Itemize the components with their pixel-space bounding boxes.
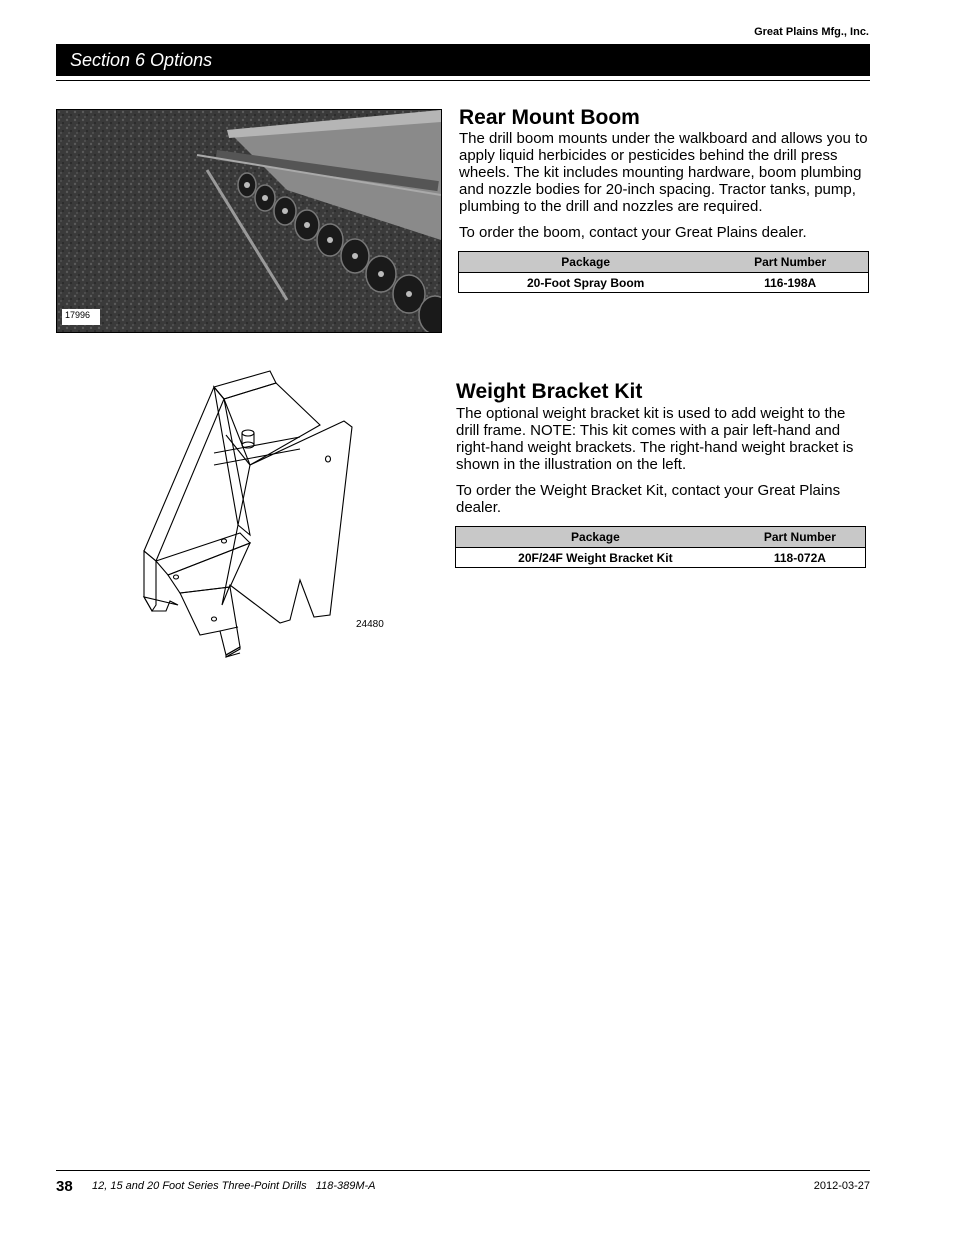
column-header-part-number: Part Number: [712, 252, 868, 273]
spray-boom-photo: [56, 109, 442, 333]
column-header-part-number: Part Number: [735, 527, 866, 548]
rear-boom-order-note: To order the boom, contact your Great Plains dealer.: [459, 224, 807, 241]
footer-divider: [56, 1170, 870, 1171]
table-header-row: [459, 252, 869, 273]
table-row: [459, 273, 869, 293]
table-header-row: [456, 527, 866, 548]
photo-figure-number: 17996: [62, 309, 100, 325]
section-header: Section 6 Options: [56, 44, 870, 76]
package-cell: 20F/24F Weight Bracket Kit: [456, 548, 735, 568]
part-number-cell: 118-072A: [735, 548, 866, 568]
illustration-figure-number: 24480: [356, 619, 384, 630]
weight-kit-order-note: To order the Weight Bracket Kit, contact your Great Plains dealer.: [456, 482, 841, 516]
rear-boom-description: The drill boom mounts under the walkboard and allows you to apply liquid herbicides or pesticides behind the drill press wheels. The kit includes mounting hardware, boom plumbing and nozzle bodies for 20-inch spacing. Tractor tanks, pump, plumbing to the drill and nozzles are required.: [459, 130, 868, 215]
rear-boom-title: Rear Mount Boom: [459, 106, 640, 129]
document-title: 12, 15 and 20 Foot Series Three-Point Drills 118-389M-A: [92, 1180, 376, 1192]
company-name: Great Plains Mfg., Inc.: [754, 26, 869, 38]
part-number-cell: 116-198A: [712, 273, 868, 293]
package-cell: 20-Foot Spray Boom: [459, 273, 713, 293]
weight-kit-title: Weight Bracket Kit: [456, 380, 643, 403]
weight-bracket-illustration: [130, 365, 370, 665]
header-divider: [56, 80, 870, 81]
table-row: [456, 548, 866, 568]
column-header-package: Package: [456, 527, 735, 548]
spray-boom-parts-table: [458, 251, 869, 293]
weight-kit-parts-table: [455, 526, 866, 568]
document-date: 2012-03-27: [813, 1180, 870, 1192]
column-header-package: Package: [459, 252, 713, 273]
page-number: 38: [56, 1178, 73, 1195]
weight-kit-description: The optional weight bracket kit is used to add weight to the drill frame. NOTE: This kit comes with a pair left-hand and right-hand weight brackets. The right-hand weight bracket is shown in the illustration on the left.: [456, 405, 854, 473]
